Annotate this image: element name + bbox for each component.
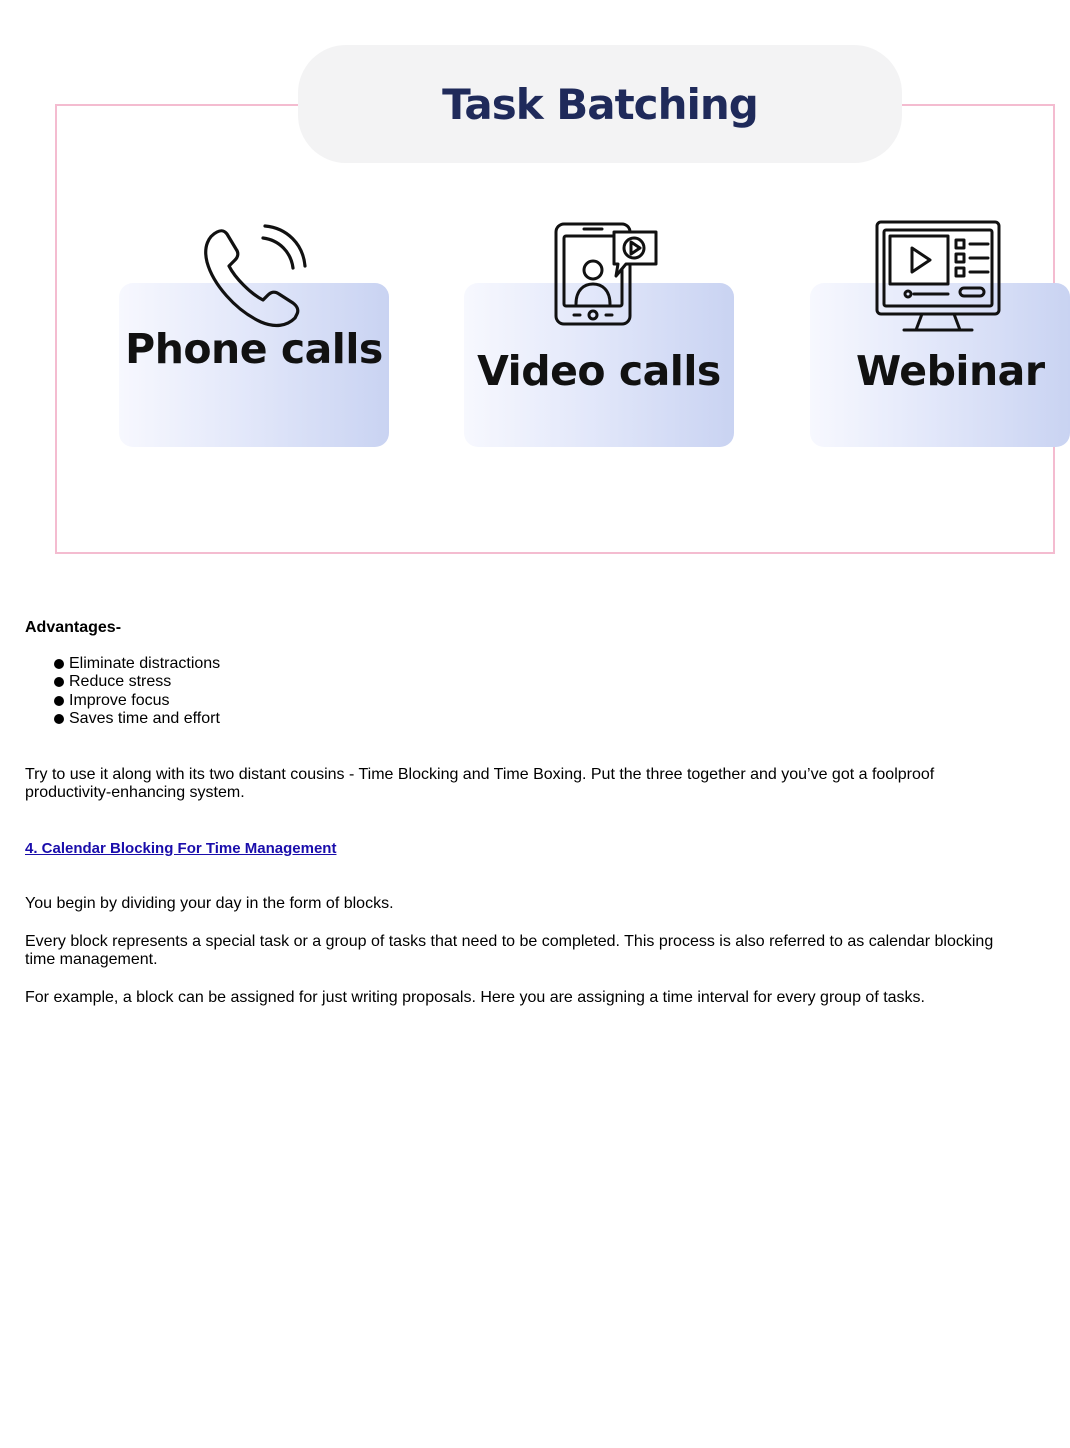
paragraph-example: For example, a block can be assigned for just writing proposals. Here you are assigning a time interval for every group of tasks. [25, 988, 925, 1006]
list-item-text: Reduce stress [69, 673, 172, 690]
video-call-icon [550, 218, 662, 330]
paragraph-every-block: Every block represents a special task or a group of tasks that need to be completed. This process is also referred to as calendar blocking time management. [25, 932, 994, 968]
bullet-icon [54, 677, 64, 687]
advantages-list [54, 655, 1005, 729]
list-item [54, 710, 1005, 729]
list-item-text: Improve focus [69, 691, 170, 709]
paragraph-begin: You begin by dividing your day in the form of blocks. [25, 895, 394, 912]
bullet-icon [54, 696, 64, 706]
bullet-icon [54, 659, 64, 669]
list-item [54, 673, 1005, 692]
list-item [54, 692, 1005, 711]
bullet-icon [54, 714, 64, 724]
card-label-video-calls: Video calls [477, 347, 721, 395]
task-batching-illustration [0, 0, 1045, 580]
card-label-phone-calls: Phone calls [125, 325, 383, 373]
webinar-icon [872, 218, 1004, 336]
section-link-calendar-blocking[interactable]: 4. Calendar Blocking For Time Management [25, 839, 337, 857]
article-content [25, 619, 1005, 1007]
advantages-heading: Advantages- [25, 619, 122, 636]
list-item-text: Saves time and effort [69, 710, 220, 727]
list-item [54, 655, 1005, 674]
list-item-text: Eliminate distractions [69, 654, 221, 672]
paragraph-try-it: Try to use it along with its two distant cousins - Time Blocking and Time Boxing. Put the three together and you’ve got a foolproof productivity-enhancing system. [25, 765, 935, 801]
card-label-webinar: Webinar [856, 347, 1045, 395]
phone-icon [195, 218, 315, 330]
illustration-title: Task Batching [442, 79, 758, 129]
title-pill [298, 45, 902, 163]
